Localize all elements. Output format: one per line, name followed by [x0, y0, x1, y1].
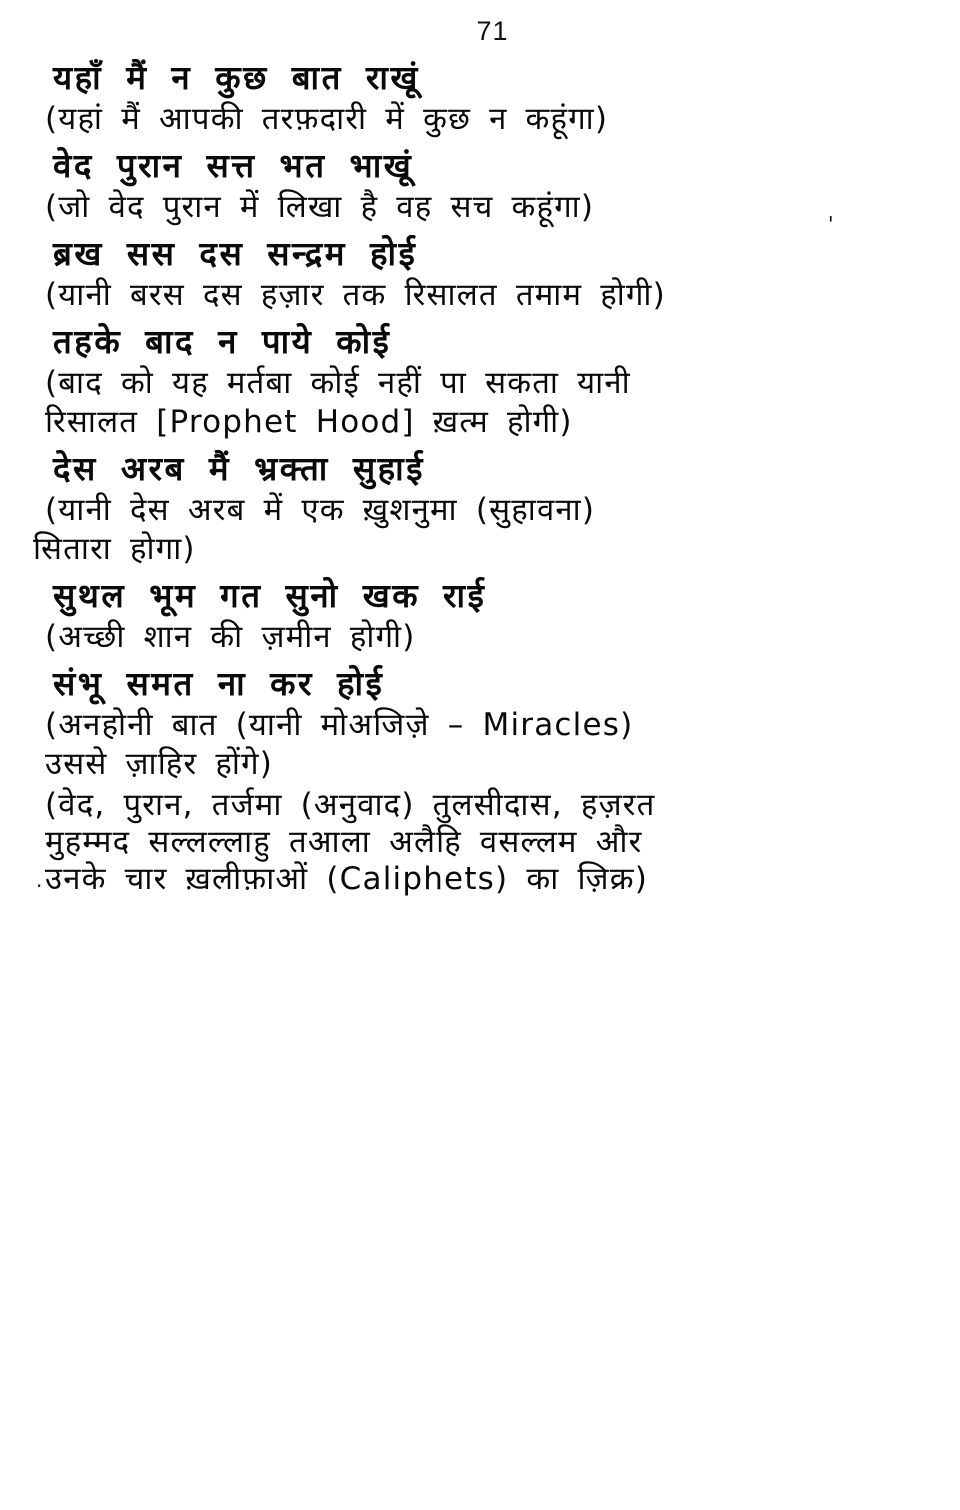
verse-line: संभू समत ना कर होई	[53, 664, 385, 703]
verse-line: देस अरब मैं भ्रक्ता सुहाई	[53, 449, 425, 488]
ink-speck-mark: '	[828, 212, 834, 236]
gloss-line-continued: रिसालत [Prophet Hood] ख़त्म होगी)	[45, 404, 573, 440]
gloss-line-continued: उससे ज़ाहिर होंगे)	[45, 746, 274, 782]
gloss-line: (अनहोनी बात (यानी मोअजिज़े – Miracles)	[45, 707, 634, 743]
gloss-line-continued: मुहम्मद सल्लल्लाहु तआला अलैहि वसल्लम और	[45, 824, 643, 860]
gloss-line-continued: सितारा होगा)	[33, 531, 196, 567]
text-body	[33, 58, 920, 897]
gloss-line: (वेद, पुरान, तर्जमा (अनुवाद) तुलसीदास, हज़रत	[45, 787, 656, 823]
verse-line: सुथल भूम गत सुनो खक राई	[53, 576, 487, 615]
gloss-line: (बाद को यह मर्तबा कोई नहीं पा सकता यानी	[45, 365, 631, 401]
gloss-line: (यहां मैं आपकी तरफ़दारी में कुछ न कहूंगा)	[45, 101, 609, 137]
gloss-line: (यानी बरस दस हज़ार तक रिसालत तमाम होगी)	[45, 277, 666, 313]
gloss-line: (यानी देस अरब में एक ख़ुशनुमा (सुहावना)	[45, 492, 596, 528]
verse-line: ब्रख सस दस सन्द्रम होई	[53, 234, 418, 273]
gloss-line-continued: उनके चार ख़लीफ़ाओं (Caliphets) का ज़िक्र)	[45, 861, 649, 897]
ink-speck-mark: .	[36, 868, 43, 892]
verse-line: तहके बाद न पाये कोई	[53, 322, 392, 361]
page-number: 71	[476, 16, 509, 46]
verse-line: वेद पुरान सत्त भत भाखूं	[53, 146, 414, 185]
gloss-line: (जो वेद पुरान में लिखा है वह सच कहूंगा)	[45, 189, 595, 225]
gloss-line: (अच्छी शान की ज़मीन होगी)	[45, 619, 416, 655]
verse-line: यहाँ मैं न कुछ बात राखूं	[53, 58, 420, 97]
